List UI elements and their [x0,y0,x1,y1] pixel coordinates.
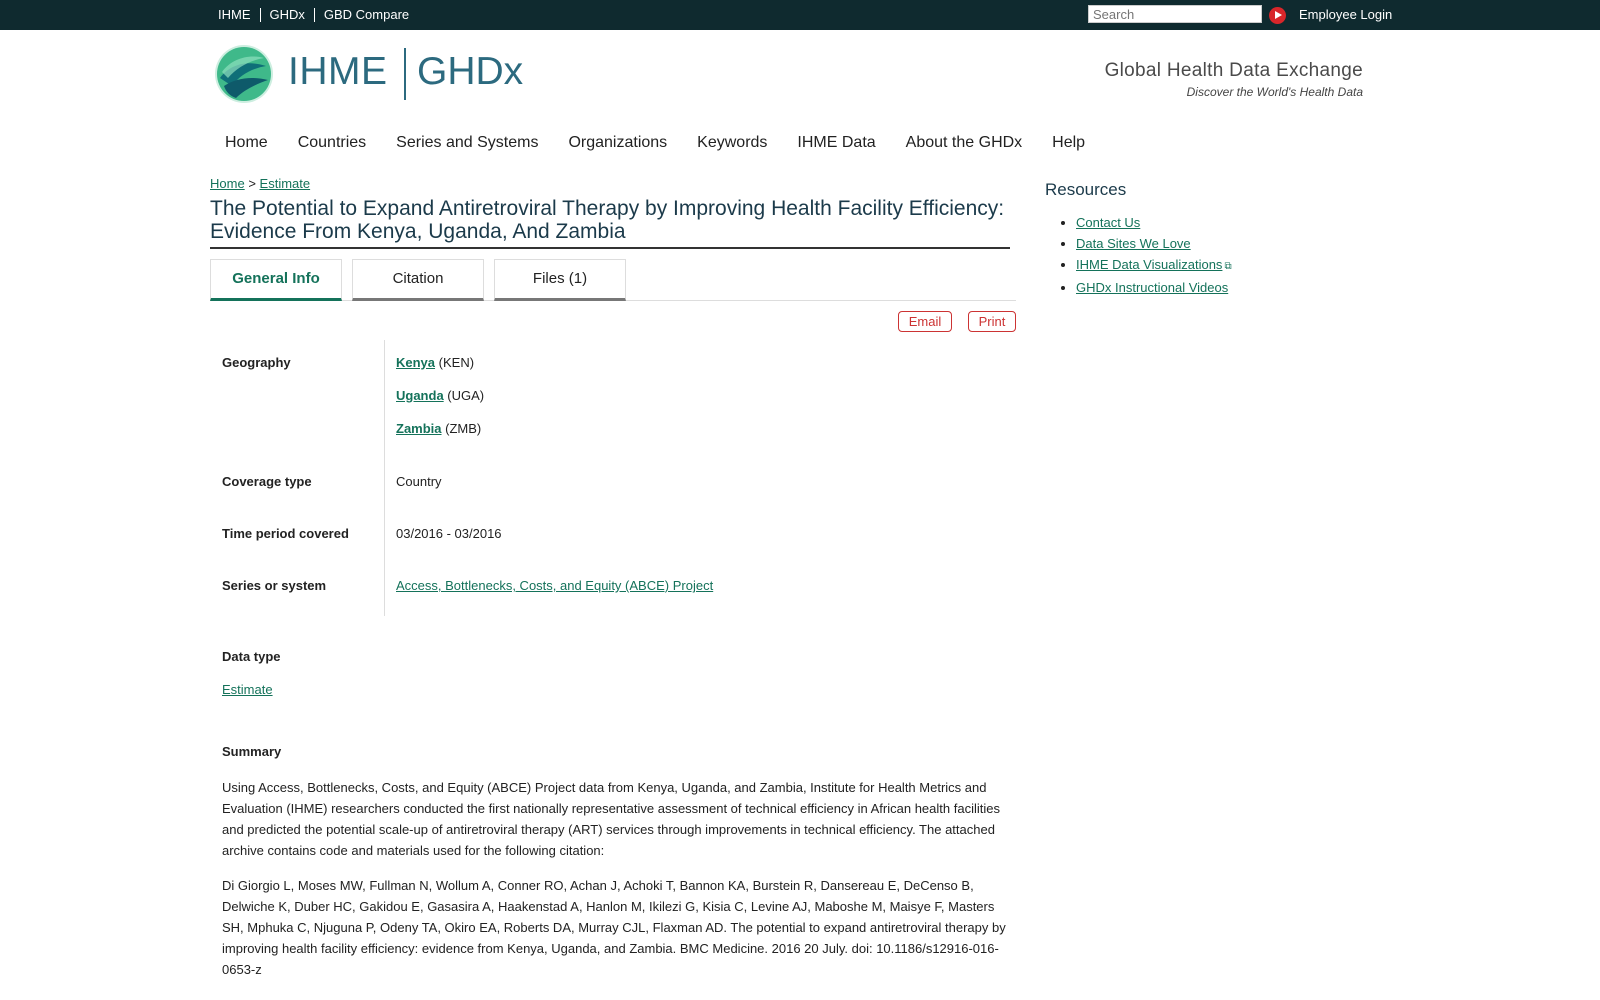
geography-code: (UGA) [447,388,485,403]
nav-help[interactable]: Help [1052,134,1086,151]
breadcrumb-home[interactable]: Home [210,176,245,191]
time-period-label: Time period covered [222,526,349,541]
employee-login-link[interactable]: Employee Login [1299,7,1393,22]
tab-general-info[interactable]: General Info [210,259,342,301]
geography-item [396,388,484,403]
top-link-ihme[interactable]: IHME [218,7,251,22]
nav-keywords[interactable]: Keywords [697,134,768,151]
logo-ghdx-text: GHDx [417,50,524,93]
resource-data-sites[interactable]: Data Sites We Love [1076,236,1191,251]
resource-instructional-videos[interactable]: GHDx Instructional Videos [1076,280,1229,295]
coverage-type-label: Coverage type [222,474,312,489]
geography-item [396,421,481,436]
ihme-logo-icon[interactable] [214,44,274,104]
list-item [1076,256,1232,275]
geography-link-kenya[interactable]: Kenya [396,355,436,370]
list-item [1076,235,1232,252]
tab-citation[interactable]: Citation [352,259,484,301]
site-tagline: Global Health Data Exchange [1104,60,1363,81]
tab-bar [210,259,1016,301]
print-button[interactable]: Print [968,311,1016,332]
time-period-value: 03/2016 - 03/2016 [396,526,502,541]
series-link[interactable]: Access, Bottlenecks, Costs, and Equity (ABCE) Project [396,578,714,593]
nav-ihme-data[interactable]: IHME Data [797,134,876,151]
external-link-icon: ⧉ [1224,261,1232,272]
logo-ihme-text: IHME [288,50,388,93]
top-links [210,0,418,30]
geography-label: Geography [222,355,291,370]
top-link-ghdx[interactable]: GHDx [260,8,314,22]
list-item [1076,279,1232,296]
citation-paragraph: Di Giorgio L, Moses MW, Fullman N, Wollum A, Conner RO, Achan J, Achoki T, Bannon KA, Burstein R, Dansereau E, DeCenso B, Delwiche K, Duber HC, Gakidou E, Gasasira A, Haakenstad A, Hanlon M, Ikilezi G, Kisia C, Levine AJ, Maboshe M, Maisye F, Masters SH, Mphuka C, Njuguna P, Odeny TA, Okiro EA, Roberts DA, Murray CJL, Flaxman AD. The potential to expand antiretroviral therapy by improving health facility efficiency: evidence from Kenya, Uganda, and Zambia. BMC Medicine. 2016 20 July. doi: 10.1186/s12916-016-0653-z [222,878,1006,977]
geography-item [396,355,474,370]
top-link-gbd-compare[interactable]: GBD Compare [314,8,418,22]
nav-organizations[interactable]: Organizations [568,134,668,151]
nav-home[interactable]: Home [225,134,268,151]
page-title: The Potential to Expand Antiretroviral Therapy by Improving Health Facility Efficiency: Evidence From Kenya, Uganda, And Zambia [210,197,1010,249]
breadcrumb-separator: > [248,176,256,191]
series-label: Series or system [222,578,327,593]
coverage-type-value: Country [396,474,442,489]
data-type-label: Data type [222,649,281,664]
search-input[interactable] [1088,5,1262,23]
top-bar [0,0,1600,30]
info-divider [384,340,385,616]
main-nav [225,134,1115,152]
geography-link-uganda[interactable]: Uganda [396,388,444,403]
resource-data-visualizations[interactable]: IHME Data Visualizations [1076,257,1223,272]
geography-code: (ZMB) [445,421,482,436]
summary-paragraph: Using Access, Bottlenecks, Costs, and Equity (ABCE) Project data from Kenya, Uganda, and Zambia, Institute for Health Metrics and Evaluation (IHME) researchers conducted the first nationally representative assessment of technical efficiency in African health facilities and predicted the potential scale-up of antiretroviral therapy (ART) services through improvements in technical efficiency. The attached archive contains code and materials used for the following citation: [222,780,1000,858]
nav-series-and-systems[interactable]: Series and Systems [396,134,539,151]
breadcrumb [210,176,310,191]
resource-contact-us[interactable]: Contact Us [1076,215,1141,230]
resources-list [1076,214,1232,300]
tab-files[interactable]: Files (1) [494,259,626,301]
breadcrumb-current[interactable]: Estimate [259,176,311,191]
nav-countries[interactable]: Countries [297,134,367,151]
resources-title: Resources [1045,180,1127,199]
logo-divider [404,48,406,100]
geography-link-zambia[interactable]: Zambia [396,421,442,436]
site-subtagline: Discover the World's Health Data [1186,85,1363,99]
data-type-link[interactable]: Estimate [222,682,273,697]
geography-code: (KEN) [438,355,475,370]
nav-about[interactable]: About the GHDx [905,134,1023,151]
email-button[interactable]: Email [898,311,952,332]
summary-label: Summary [222,744,282,759]
list-item [1076,214,1232,231]
search-submit-icon[interactable] [1269,7,1286,24]
